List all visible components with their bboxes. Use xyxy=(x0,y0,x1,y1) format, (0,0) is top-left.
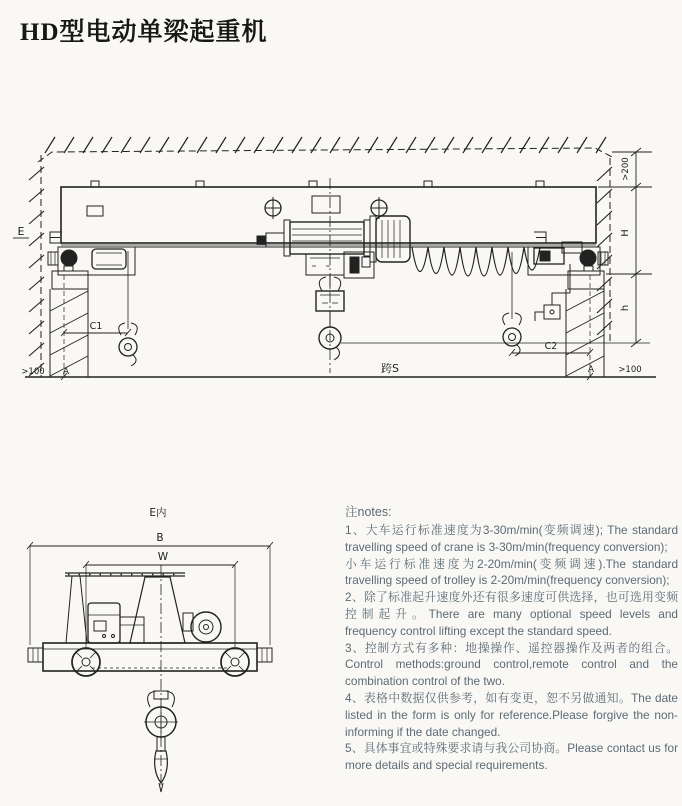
a-frame xyxy=(66,576,87,643)
clearance-label-top: >200 xyxy=(621,157,631,181)
side-elevation-drawing xyxy=(20,495,320,806)
rail-label-left: A xyxy=(62,367,70,377)
travel-motor-left xyxy=(92,249,126,269)
festoon-clamp-right xyxy=(534,232,546,243)
dim-label-C1: C1 xyxy=(89,321,103,332)
hook-tip xyxy=(334,347,340,360)
position-mark-left xyxy=(265,197,281,219)
buffer-left xyxy=(28,648,43,662)
clearance-label-left: >100 xyxy=(21,367,45,377)
column-hatch-left xyxy=(50,291,88,376)
dim-label-W: W xyxy=(157,551,169,563)
notes-section xyxy=(345,502,678,774)
hoist-drive-motor xyxy=(191,612,221,642)
height-label-H: H xyxy=(620,229,631,237)
left-wall-hatch xyxy=(29,167,44,376)
dim-label-E-inner: E内 xyxy=(149,507,167,519)
end-beam xyxy=(43,643,257,671)
hook-horn-left xyxy=(319,277,326,291)
hook-right-limit xyxy=(503,252,522,356)
girder-center-box xyxy=(312,196,340,213)
note-item-3: 3、控制方式有多种：地操操作、遥控器操作及两者的组合。Control methods:ground control,remote control and the combination control of the two. xyxy=(345,640,678,689)
buffer-left xyxy=(48,252,58,265)
dim-label-E: E xyxy=(17,225,25,238)
festoon-cable xyxy=(412,247,540,276)
height-label-h: h xyxy=(620,304,631,312)
crane-wheel-left xyxy=(61,250,77,266)
note-item-1a: 1、大车运行标准速度为3-30m/min(变频调速); The standard travelling speed of crane is 3-30m/min(frequency conversion); xyxy=(345,523,678,554)
end-carriage-left xyxy=(48,247,135,377)
trolley-end-view xyxy=(28,565,272,787)
end-carriage-right xyxy=(528,242,608,377)
dim-label-span: 跨S xyxy=(381,362,399,375)
note-item-5: 5、具体事宜或特殊要求请与我公司协商。Please contact us for more details and special requirements. xyxy=(345,741,678,773)
girder-nameplate xyxy=(87,206,103,216)
note-item-2: 2、除了标准起升速度外还有很多速度可供选择，也可选用变频控制起升。There are many optional speed levels and frequency control lifting except the standard speed. xyxy=(345,590,678,638)
girder-web xyxy=(130,577,185,643)
hook-left-limit xyxy=(119,251,138,366)
clearance-label-right: >100 xyxy=(618,365,642,375)
drive-unit-right xyxy=(535,264,570,321)
height-dimension-chain xyxy=(598,148,652,347)
dim-label-B: B xyxy=(156,532,164,544)
page-title: HD型电动单梁起重机 xyxy=(20,19,268,46)
note-item-4: 4、表格中数据仅供参考，如有变更，恕不另做通知。The date listed in the form is only for reference.Please forgive the non-informing if the date changed. xyxy=(345,690,678,739)
notes-heading: 注notes: xyxy=(345,505,392,519)
hook-horn-right xyxy=(334,277,341,291)
dim-label-C2: C2 xyxy=(544,341,558,352)
ceiling-hatch xyxy=(45,137,606,153)
buffer-right xyxy=(257,648,272,662)
note-item-1b: 小车运行标准速度为2-20m/min(变频调速).The standard travelling speed of trolley is 2-20m/min(frequency conversion); xyxy=(345,556,678,588)
front-elevation-drawing xyxy=(0,95,682,395)
rail-label-right: A xyxy=(587,365,595,375)
